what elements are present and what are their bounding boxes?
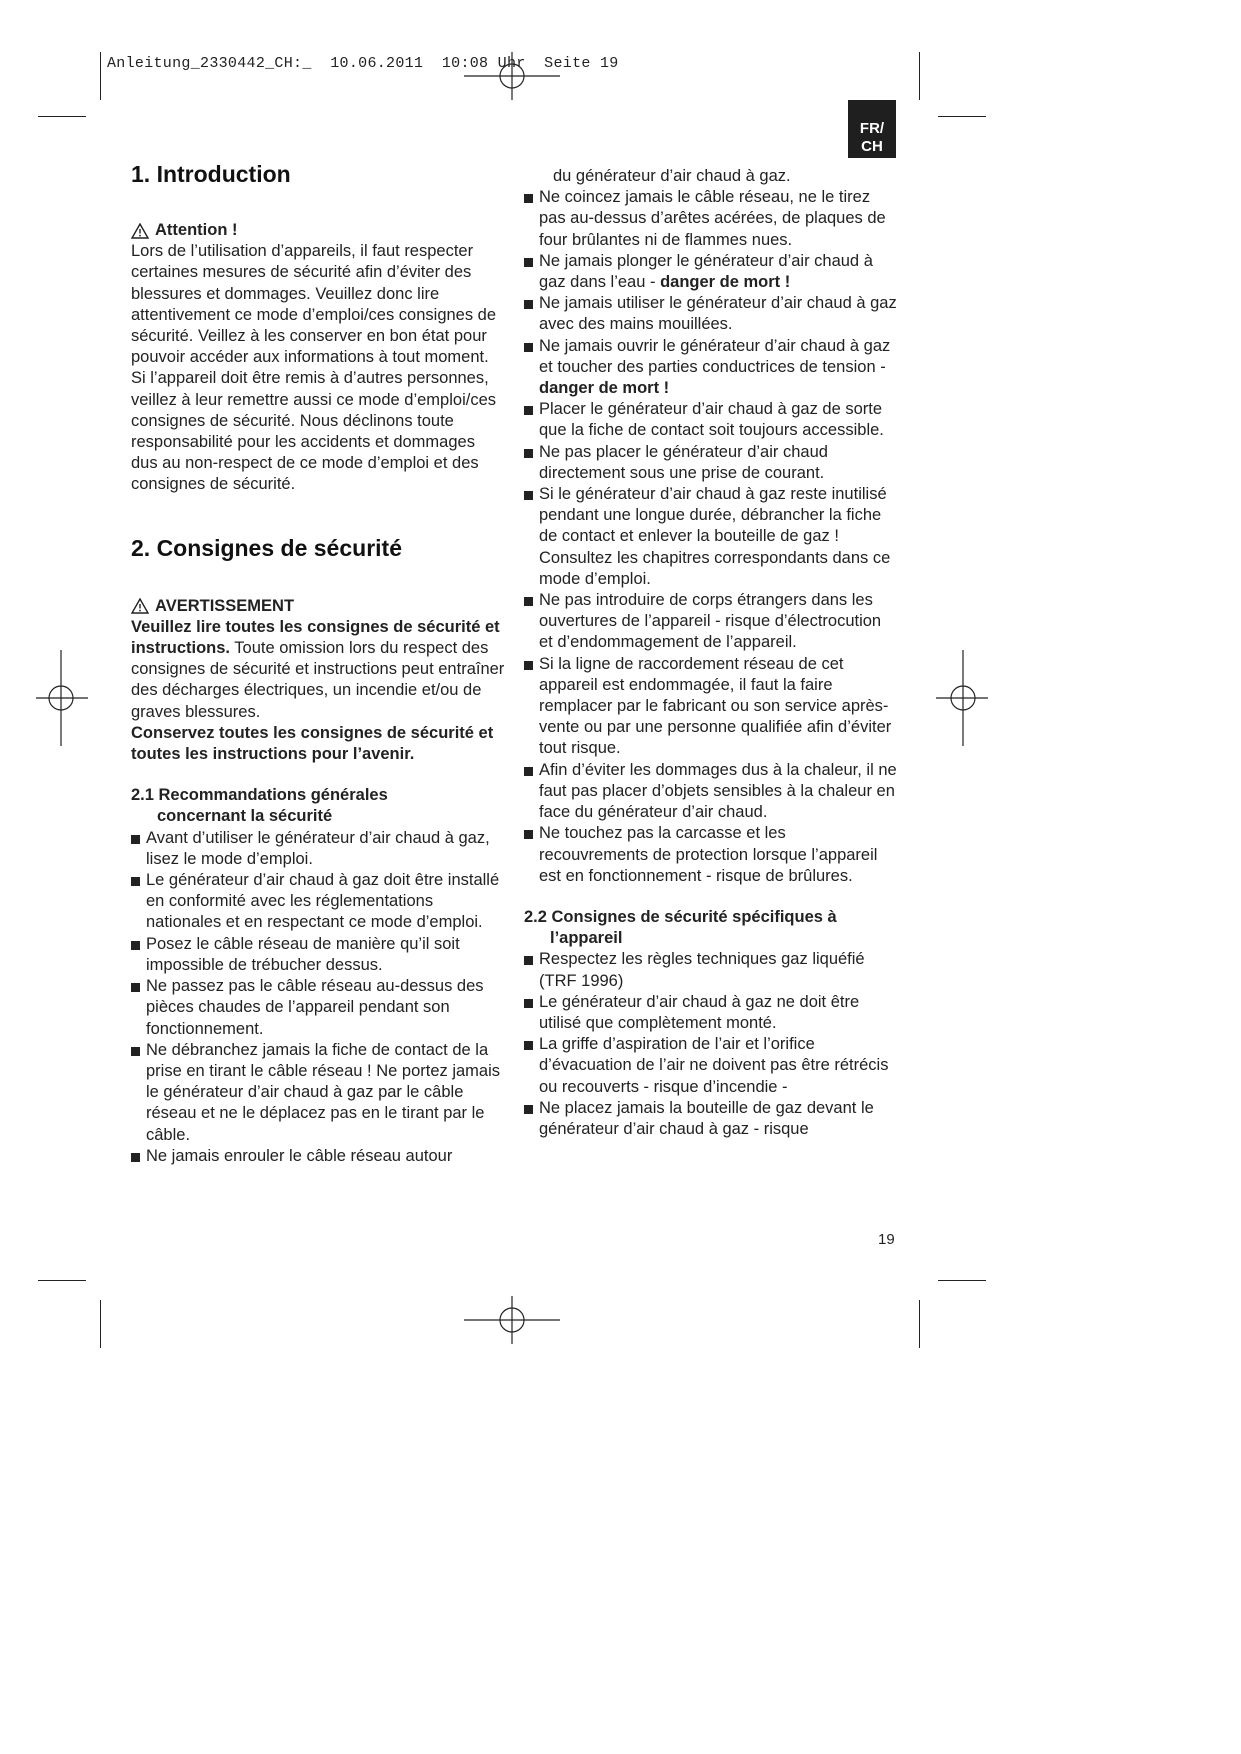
intro-heading: 1. Introduction [131, 161, 291, 187]
section-2-2-title [524, 907, 899, 949]
warning-triangle-icon [131, 223, 149, 239]
list-item: Ne touchez pas la carcasse et les recouvrements de protection lorsque l’appareil est en fonctionnement - risque de brûlures. [524, 823, 899, 887]
list-item: Respectez les règles techniques gaz liquéfié (TRF 1996) [524, 949, 899, 991]
attention-heading [131, 220, 506, 241]
list-item: Posez le câble réseau de manière qu’il soit impossible de trébucher dessus. [131, 934, 506, 976]
crop-mark-left-top-v [100, 52, 101, 100]
list-item: Si la ligne de raccordement réseau de cet appareil est endommagée, il faut la faire remplacer par le fabricant ou son service après-vente ou par une personne qualifiée afin d’éviter tout risque. [524, 654, 899, 760]
list-item: Ne jamais utiliser le générateur d’air chaud à gaz avec des mains mouillées. [524, 293, 899, 335]
list-item: Ne jamais plonger le générateur d’air chaud à gaz dans l’eau - danger de mort ! [524, 251, 899, 293]
list-item: Ne débranchez jamais la fiche de contact de la prise en tirant le câble réseau ! Ne portez jamais le générateur d’air chaud à gaz par le câble réseau et ne le déplacez pas en le tirant par le câble. [131, 1040, 506, 1146]
section-2-1-list [131, 828, 506, 1167]
list-item: Placer le générateur d’air chaud à gaz de sorte que la fiche de contact soit toujours accessible. [524, 399, 899, 441]
list-item: Afin d’éviter les dommages dus à la chaleur, il ne faut pas placer d’objets sensibles à la chaleur en face du générateur d’air chaud. [524, 760, 899, 824]
section-2-1-title-line2: concernant la sécurité [157, 807, 333, 826]
language-tab-line2: CH [861, 138, 883, 155]
safety-heading: 2. Consignes de sécurité [131, 534, 402, 561]
page-number: 19 [878, 1231, 895, 1248]
warning-bold-text: Veuillez lire toutes les consignes de sécurité et instructions. [131, 617, 500, 658]
list-item: Le générateur d’air chaud à gaz ne doit être utilisé que complètement monté. [524, 992, 899, 1034]
right-safety-list [524, 187, 899, 887]
print-slug: Anleitung_2330442_CH:_ 10.06.2011 10:08 Uhr Seite 19 [107, 55, 619, 72]
registration-mark-bottom-icon [464, 1296, 560, 1348]
section-2-1-title-line1: 2.1 Recommandations générales [131, 786, 388, 805]
list-item: Le générateur d’air chaud à gaz doit être installé en conformité avec les réglementations nationales et en respectant ce mode d’emploi. [131, 870, 506, 934]
section-2-2-title-line2: l’appareil [550, 929, 623, 948]
warning-triangle-icon [131, 598, 149, 614]
list-item: Ne jamais ouvrir le générateur d’air chaud à gaz et toucher des parties conductrices de tension - danger de mort ! [524, 336, 899, 400]
left-column [131, 160, 506, 1167]
crop-mark-right-top-h [938, 116, 986, 117]
section-2-2-list [524, 949, 899, 1140]
continued-text: du générateur d’air chaud à gaz. [553, 167, 791, 185]
list-item: Si le générateur d’air chaud à gaz reste inutilisé pendant une longue durée, débrancher la fiche de contact et enlever la bouteille de gaz ! Consultez les chapitres correspondants dans ce mode d’emploi. [524, 484, 899, 590]
list-item: Ne placez jamais la bouteille de gaz devant le générateur d’air chaud à gaz - risque [524, 1098, 899, 1140]
list-item: Ne coincez jamais le câble réseau, ne le tirez pas au-dessus d’arêtes acérées, de plaques de four brûlantes ni de flammes nues. [524, 187, 899, 251]
attention-title: Attention ! [155, 221, 238, 239]
list-item: Ne passez pas le câble réseau au-dessus des pièces chaudes de l’appareil pendant son fonctionnement. [131, 976, 506, 1040]
crop-mark-right-bottom-h [938, 1280, 986, 1281]
list-item: Ne pas introduire de corps étrangers dans les ouvertures de l’appareil - risque d’électrocution et d’endommagement de l’appareil. [524, 590, 899, 654]
registration-mark-right-icon [936, 650, 988, 746]
warning-title: AVERTISSEMENT [155, 596, 295, 615]
keep-instructions-text: Conservez toutes les consignes de sécurité et toutes les instructions pour l’avenir. [131, 723, 494, 764]
right-column [524, 166, 899, 1140]
registration-mark-left-icon [36, 650, 88, 746]
crop-mark-left-bottom-h [38, 1280, 86, 1281]
warning-paragraph [131, 617, 506, 723]
warning-text: Toute omission lors du respect des consignes de sécurité et instructions peut entraîner des décharges électriques, un incendie et/ou de graves blessures. [131, 639, 505, 721]
crop-mark-left-bottom-v [100, 1300, 101, 1348]
list-item: Avant d’utiliser le générateur d’air chaud à gaz, lisez le mode d’emploi. [131, 828, 506, 870]
section-2-1-title [131, 785, 506, 827]
warning-heading [131, 596, 506, 617]
attention-text: Lors de l’utilisation d’appareils, il faut respecter certaines mesures de sécurité afin d’éviter des blessures et dommages. Veuillez donc lire attentivement ce mode d’emploi/ces consignes de sécurité. Veillez à les conserver en bon état pour pouvoir accéder aux informations à tout moment. Si l’appareil doit être remis à d’autres personnes, veillez à leur remettre aussi ce mode d’emploi/ces consignes de sécurité. Nous déclinons toute responsabilité pour les accidents et dommages dus au non-respect de ce mode d’emploi et des consignes de sécurité. [131, 242, 497, 494]
section-2-2-title-line1: 2.2 Consignes de sécurité spécifiques à [524, 907, 837, 926]
registration-mark-top-icon [464, 48, 560, 100]
list-item: Ne jamais enrouler le câble réseau autour [131, 1146, 506, 1167]
list-item: Ne pas placer le générateur d’air chaud directement sous une prise de courant. [524, 442, 899, 484]
crop-mark-left-top-h [38, 116, 86, 117]
crop-mark-right-bottom-v [919, 1300, 920, 1348]
list-item: La griffe d’aspiration de l’air et l’orifice d’évacuation de l’air ne doivent pas être rétrécis ou recouverts - risque d’incendie - [524, 1034, 899, 1098]
crop-mark-right-top-v [919, 52, 920, 100]
language-tab-line1: FR/ [859, 120, 885, 137]
language-tab [848, 100, 896, 158]
